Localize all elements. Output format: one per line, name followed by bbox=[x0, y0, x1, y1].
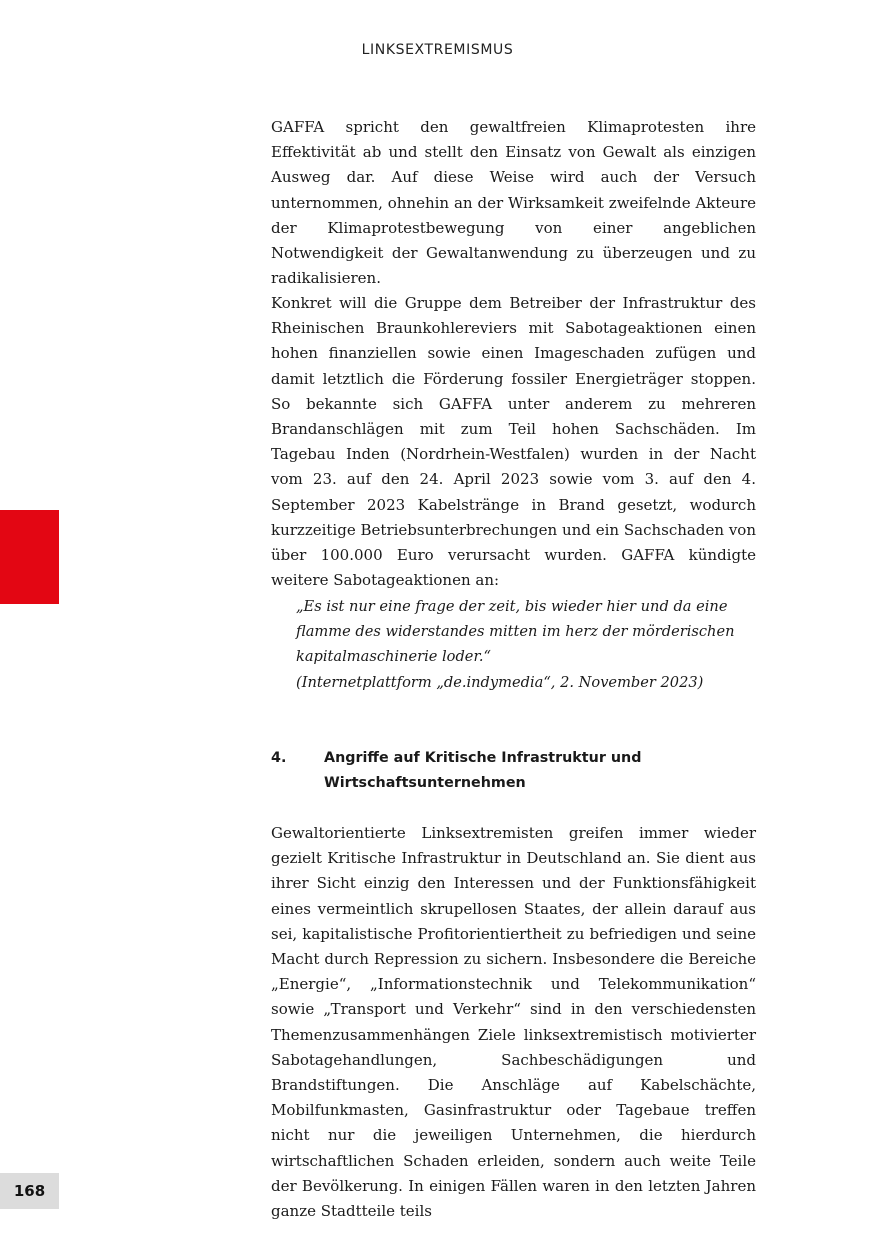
quote-source: (Internetplattform „de.indymedia“, 2. November 2023) bbox=[296, 673, 704, 691]
body-paragraph-3: Gewaltorientierte Linksextremisten greifen immer wieder gezielt Kritische Infrastruktur in Deutschland an. Sie dient aus ihrer Sicht einzig den Interessen und der Funktionsfähigkeit eines vermeintlich skrupellosen Staates, der allein darauf aus sei, kapitalistische Profitorientiertheit zu befriedigen und seine Macht durch Repression zu sichern. Insbesondere die Bereiche „Energie“, „Informationstechnik und Telekommunikation“ sowie „Transport und Verkehr“ sind in den verschiedensten Themenzusammenhängen Ziele linksextremistisch motivierter Sabotagehandlungen, Sachbeschädigungen und Brandstiftungen. Die Anschläge auf Kabelschächte, Mobilfunkmasten, Gasinfrastruktur oder Tagebaue treffen nicht nur die jeweiligen Unternehmen, die hierdurch wirtschaftlichen Schaden erleiden, sondern auch weite Teile der Bevölkerung. In einigen Fällen waren in den letzten Jahren ganze Stadtteile teils bbox=[271, 824, 756, 1221]
running-head: LINKSEXTREMISMUS bbox=[361, 42, 514, 58]
body-paragraph-1: GAFFA spricht den gewaltfreien Klimaprotesten ihre Effektivität ab und stellt den Einsatz von Gewalt als einzigen Ausweg dar. Auf diese Weise wird auch der Versuch unternommen, ohnehin an der Wirksamkeit zweifelnde Akteure der Klimaprotestbewegung von einer angeblichen Notwendigkeit der Gewaltanwendung zu überzeugen und zu radikalisieren. bbox=[271, 118, 756, 288]
page-number: 168 bbox=[0, 1173, 59, 1209]
section-title: Angriffe auf Kritische Infrastruktur und Wirtschaftsunternehmen bbox=[324, 750, 642, 791]
body-paragraph-2: Konkret will die Gruppe dem Betreiber der Infrastruktur des Rheinischen Braunkohlereviers mit Sabotageaktionen einen hohen finanziellen sowie einen Imageschaden zufügen und damit letztlich die Förderung fossiler Energieträger stoppen. So bekannte sich GAFFA unter anderem zu mehreren Brandanschlägen mit zum Teil hohen Sachschäden. Im Tagebau Inden (Nordrhein-Westfalen) wurden in der Nacht vom 23. auf den 24. April 2023 sowie vom 3. auf den 4. September 2023 Kabelstränge in Brand gesetzt, wodurch kurzzeitige Betriebsunterbrechungen und ein Sachschaden von über 100.000 Euro verursacht wurden. GAFFA kündigte weitere Sabotageaktionen an: bbox=[271, 294, 756, 590]
quote-text: „Es ist nur eine frage der zeit, bis wieder hier und da eine flamme des widerstandes mitten im herz der mörderischen kapitalmaschinerie loder.“ bbox=[296, 598, 735, 666]
chapter-tab-marker bbox=[0, 510, 59, 604]
section-number: 4. bbox=[271, 750, 287, 766]
block-quote bbox=[296, 594, 736, 695]
